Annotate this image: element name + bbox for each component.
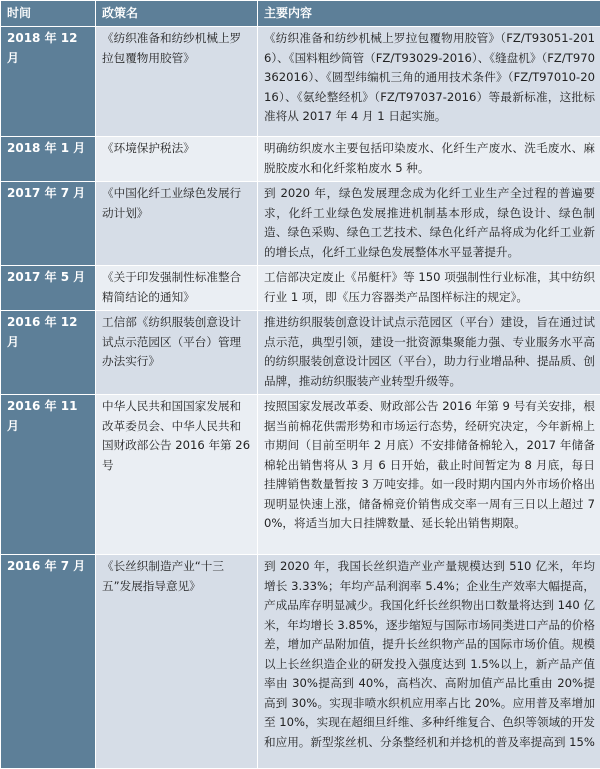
header-policy: 政策名 [96,1,258,27]
row-policy-name: 《中国化纤工业绿色发展行动计划》 [96,182,258,266]
table-row [1,311,600,395]
table-row [1,266,600,311]
table-row [1,137,600,182]
row-policy-name: 工信部《纺织服装创意设计试点示范园区（平台）管理办法实行》 [96,311,258,395]
row-date: 2017 年 7 月 [1,182,96,266]
row-content: 按照国家发展改革委、财政部公告 2016 年第 9 号有关安排，根据当前棉花供需形势和市场运行态势，经研究决定，今年新棉上市期间（目前至明年 2 月底）不安排储备棉轮入，2017 年储备棉轮出销售将从 3 月 6 日开始，截止时间暂定为 8 月底，每日挂牌销售数量暂按 3 万吨安排。如一段时期内国内外市场价格出现明显快速上涨，储备棉竞价销售成交率一周有三日以上超过 70%，将适当加大日挂牌数量、延长轮出销售期限。 [258,395,600,555]
header-date: 时间 [1,1,96,27]
row-policy-name: 中华人民共和国国家发展和改革委员会、中华人民共和国财政部公告 2016 年第 26 号 [96,395,258,555]
row-date: 2016 年 7 月 [1,555,96,769]
row-date: 2017 年 5 月 [1,266,96,311]
table-row [1,182,600,266]
table-header-row [1,1,600,27]
row-policy-name: 《长丝织制造产业“十三五”发展指导意见》 [96,555,258,769]
row-content: 工信部决定废止《吊艇杆》等 150 项强制性行业标准，其中纺织行业 1 项，即《压力容器类产品图样标注的规定》。 [258,266,600,311]
row-policy-name: 《纺织准备和纺纱机械上罗拉包覆物用胶管》 [96,27,258,137]
row-content: 到 2020 年，我国长丝织造产业产量规模达到 510 亿米，年均增长 3.33%；年均产品利润率 5.4%；企业生产效率大幅提高，产成品库存明显减少。我国化纤长丝织物出口数量将达到 140 亿米，年均增长 3.85%，逐步缩短与国际市场同类进口产品的价格差，增加产品附加值，提升长丝织物产品的国际市场价值。规模以上长丝织造企业的研发投入强度达到 1.5%以上，新产品产值率由 30%提高到 40%，高档次、高附加值产品比重由 20%提高到 30%。实现非喷水织机应用率占比 20%。应用普及率增加至 10%，实现在超细旦纤维、多种纤维复合、色织等领域的开发和应用。新型浆丝机、分条整经机和并捻机的普及率提高到 15% [258,555,600,769]
table-row [1,27,600,137]
row-date: 2016 年 11 月 [1,395,96,555]
row-policy-name: 《环境保护税法》 [96,137,258,182]
row-content: 明确纺织废水主要包括印染废水、化纤生产废水、洗毛废水、麻脱胶废水和化纤浆粕废水 5 种。 [258,137,600,182]
row-content: 推进纺织服装创意设计试点示范园区（平台）建设，旨在通过试点示范，典型引领，建设一批资源集聚能力强、专业服务水平高的纺织服装创意设计园区（平台），助力行业增品种、提品质、创品牌，推动纺织服装产业转型升级等。 [258,311,600,395]
row-policy-name: 《关于印发强制性标准整合精简结论的通知》 [96,266,258,311]
header-content: 主要内容 [258,1,600,27]
row-date: 2018 年 1 月 [1,137,96,182]
row-content: 《纺织准备和纺纱机械上罗拉包覆物用胶管》（FZ/T93051-2016）、《国料粗纱筒管（FZ/T93029-2016）、《缝盘机》（FZ/T970362016）、《圆型纬编机三角的通用技术条件》（FZ/T97010-2016）、《氨纶整经机》（FZ/T97037-2016）等最新标准，这批标准将从 2017 年 4 月 1 日起实施。 [258,27,600,137]
table-row [1,395,600,555]
row-date: 2016 年 12 月 [1,311,96,395]
table-row [1,555,600,769]
row-date: 2018 年 12 月 [1,27,96,137]
row-content: 到 2020 年，绿色发展理念成为化纤工业生产全过程的普遍要求，化纤工业绿色发展推进机制基本形成，绿色设计、绿色制造、绿色采购、绿色工艺技术、绿色化纤产品将成为化纤工业新的增长点，化纤工业绿色发展整体水平显著提升。 [258,182,600,266]
